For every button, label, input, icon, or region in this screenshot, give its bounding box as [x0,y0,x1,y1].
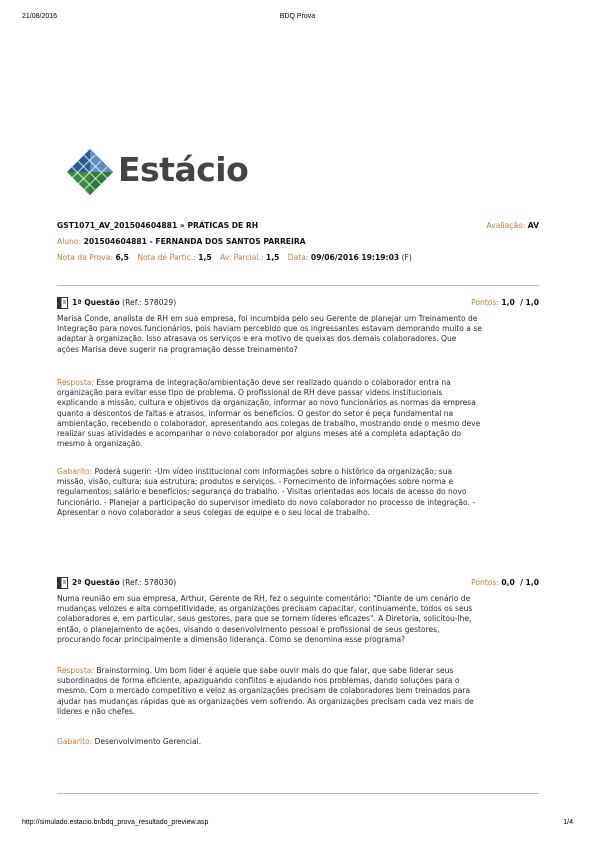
question-2-answer: Resposta: Brainstorming. Um bom lider é aquele que sabe ouvir mais do que falar, que sabe liderar seus subordinados de forma eficiente, apaziguando conflitos e ajudando nos problemas, dando soluções para o mesmo. Com o mercado competitivo e veloz as organizações precisam de colaboradores bem treinados para ajudar nas mudanças rápidas que as organizações vem sofrendo. As organizações precisam cada vez mais de líderes e não chefes. [57,666,474,716]
estacio-logo [66,148,249,196]
print-date: 21/08/2016 [22,13,58,20]
question-1-key: Gabarito: Poderá sugerir: -Um vídeo institucional com informações sobre o histórico da organização; sua missão, visão, cultura; sua estrutura; produtos e serviços. - Fornecimento de informações sobre norma e regulamentos; salário e benefícios; segurança do trabalho. - Visitas orientadas aos locais de acesso do novo funcionário. - Planejar a participação do supervisor imediato do novo colaborador no processo de integração. - Apresentar o novo colaborador a seus colegas de equipe e o seu local de trabalho. [57,467,475,517]
brand-name: Estácio [118,150,249,189]
estacio-logo-icon [66,148,114,196]
document-icon [57,577,68,589]
participation-value: 1,5 [198,253,212,262]
document-icon [57,297,68,309]
evaluation: Avaliação: AV [486,221,539,230]
divider [57,793,539,794]
question-ref: (Ref.: 578029) [122,298,177,307]
question-2-statement: Numa reunião em sua empresa, Arthur, Gerente de RH, fez o seguinte comentário: "Diante de um cenário de mudanças velozes e alta competitividade, as organizações precisam capacitar, continuamente, todos os seus colaboradores e, em particular, seus gestores, para que se tornem líderes eficazes". A Diretoria, solicitou-lhe, então, o planejamento de ações, visando o desenvolvimento pessoal e profissional de seus gestores, procurando focar principalmente a dimensão liderança. Como se denomina esse programa? [57,594,473,644]
score-value: 6,5 [115,253,129,262]
partial-value: 1,5 [265,253,280,262]
exam-course-row [57,221,539,230]
key-label: Gabarito: [57,737,93,746]
question-points: Pontos: 0,0 / 1,0 [471,578,539,587]
divider [57,285,539,286]
student-value: 201504604881 - FERNANDA DOS SANTOS PARREIRA [83,237,306,246]
print-page-number: 1/4 [563,819,573,826]
question-2-key: Gabarito: Desenvolvimento Gerencial. [57,737,202,746]
question-1-answer: Resposta: Esse programa de integração/ambientação deve ser realizado quando o colaborador entra na organização para evitar esse tipo de problema. O profissional de RH deve passar videos institucionais explicando a missão, cultura e objetivos da organização, informar ao novo funcionários as normas da empresa quanto a descontos de faltas e atrasos, informar os beneficios. O gestor do setor é peça fundamental na ambientação, recebendo o colaborador, apresentando aos colegas de trabalho, mostrando onde o mesmo deve realizar suas atividades e acompanhar o novo colaborador por alguns meses até a completa adaptação do mesmo à organização. [57,378,481,449]
key-label: Gabarito: [57,467,93,476]
question-2-header [57,577,539,589]
student-label: Aluno: [57,237,82,246]
question-1-header [57,297,539,309]
question-number: 2ª Questão [72,578,120,587]
question-1-statement: Marisa Conde, analista de RH em sua empresa, foi incumbida pelo seu Gerente de planejar um Treinamento de Integração para novos funcionários, pois haviam percebido que os ingressantes estavam demorando muito a se adaptar à organização. Isso atrasava os serviços e era motivo de queixas dos demais colaboradores. Que ações Marisa deve sugerir na programação desse treinamento? [57,314,482,354]
answer-label: Resposta: [57,666,94,675]
question-number: 1ª Questão [72,298,120,307]
exam-date: 09/06/2016 19:19:03 [310,253,400,262]
scores-row: Nota da Prova: 6,5 Nota de Partic.: 1,5 Av. Parcial.: 1,5 Data: 09/06/2016 19:19:03 (F) [57,253,412,262]
print-url[interactable]: http://simulado.estacio.br/bdq_prova_resultado_preview.asp [22,819,209,826]
print-title: BDQ Prova [279,13,316,20]
answer-label: Resposta: [57,378,94,387]
date-suffix: (F) [401,253,412,262]
course-title: GST1071_AV_201504604881 » PRÁTICAS DE RH [57,221,259,230]
question-ref: (Ref.: 578030) [122,578,177,587]
student-row [57,237,539,246]
question-points: Pontos: 1,0 / 1,0 [471,298,539,307]
